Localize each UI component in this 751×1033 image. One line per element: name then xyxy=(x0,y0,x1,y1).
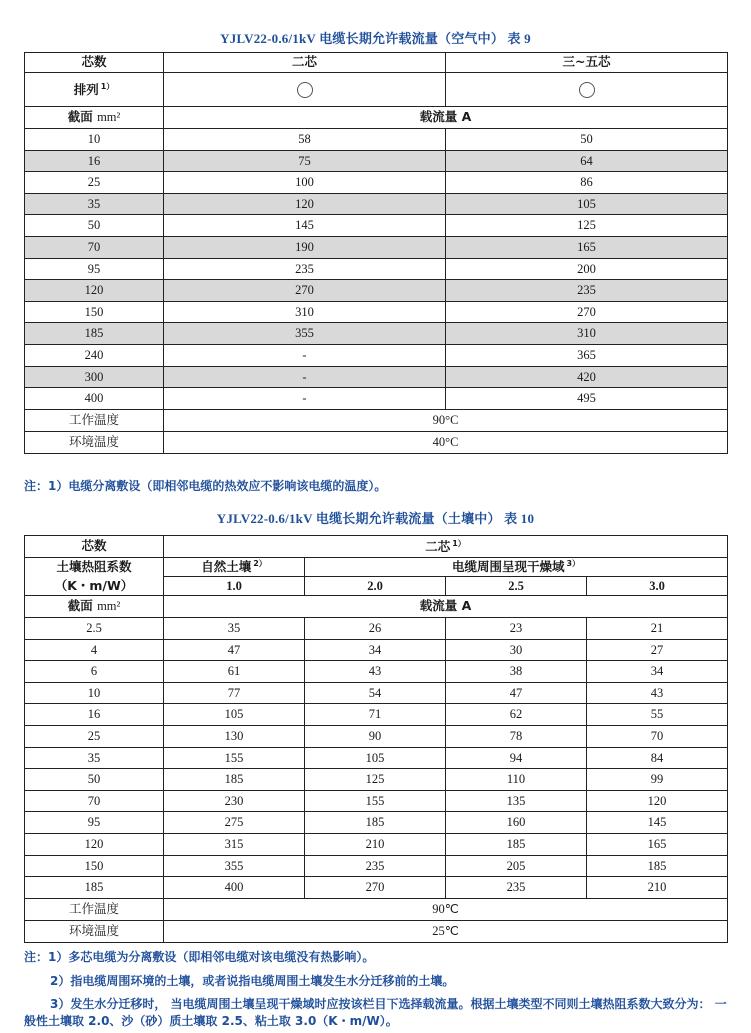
cell-ampacity: 84 xyxy=(587,747,728,769)
cell-ampacity: 38 xyxy=(446,661,587,683)
cell-section: 300 xyxy=(25,366,164,388)
arrangement-two-core xyxy=(164,73,446,107)
table-row xyxy=(25,129,728,151)
cell-three-five-core: 50 xyxy=(446,129,728,151)
temp-value: 40°C xyxy=(164,431,728,453)
temp-label: 环境温度 xyxy=(25,920,164,942)
ampacity-table-air xyxy=(24,52,728,454)
cell-two-core: - xyxy=(164,344,446,366)
table-row xyxy=(25,193,728,215)
cell-ampacity: 165 xyxy=(587,833,728,855)
cell-three-five-core: 105 xyxy=(446,193,728,215)
table-row xyxy=(25,769,728,791)
table-row xyxy=(25,618,728,640)
cell-section: 16 xyxy=(25,704,164,726)
table-row xyxy=(25,790,728,812)
cell-section: 185 xyxy=(25,877,164,899)
cell-two-core: 235 xyxy=(164,258,446,280)
cell-three-five-core: 235 xyxy=(446,280,728,302)
cell-section: 10 xyxy=(25,129,164,151)
cell-ampacity: 35 xyxy=(164,618,305,640)
cell-two-core: 270 xyxy=(164,280,446,302)
header-arrangement: 排列 $^{1)}$ xyxy=(25,73,164,107)
cell-three-five-core: 365 xyxy=(446,344,728,366)
cell-two-core: 58 xyxy=(164,129,446,151)
table-row xyxy=(25,812,728,834)
table-row xyxy=(25,215,728,237)
cell-ampacity: 185 xyxy=(305,812,446,834)
cell-section: 10 xyxy=(25,682,164,704)
cell-ampacity: 43 xyxy=(587,682,728,704)
header-cores: 芯数 xyxy=(25,536,164,558)
cell-section: 35 xyxy=(25,747,164,769)
cell-section: 150 xyxy=(25,855,164,877)
header-three-five-core: 三~五芯 xyxy=(446,53,728,73)
cell-ampacity: 235 xyxy=(446,877,587,899)
temp-label: 工作温度 xyxy=(25,409,164,431)
cell-section: 120 xyxy=(25,833,164,855)
temp-value: 90℃ xyxy=(164,898,728,920)
cell-three-five-core: 64 xyxy=(446,150,728,172)
cell-three-five-core: 165 xyxy=(446,236,728,258)
arrangement-three-five-core xyxy=(446,73,728,107)
cell-two-core: - xyxy=(164,366,446,388)
cell-section: 95 xyxy=(25,812,164,834)
cell-section: 35 xyxy=(25,193,164,215)
table9-title: YJLV22-0.6/1kV 电缆长期允许载流量（空气中） 表 9 xyxy=(220,31,531,46)
cell-two-core: 310 xyxy=(164,301,446,323)
cell-section: 16 xyxy=(25,150,164,172)
cell-section: 6 xyxy=(25,661,164,683)
cell-ampacity: 61 xyxy=(164,661,305,683)
cable-circle-icon xyxy=(297,82,313,98)
cell-ampacity: 34 xyxy=(305,639,446,661)
cell-ampacity: 355 xyxy=(164,855,305,877)
table10-note-1: 注：1）多芯电缆为分离敷设（即相邻电缆对该电缆没有热影响）。 xyxy=(24,950,375,964)
cell-three-five-core: 420 xyxy=(446,366,728,388)
cell-ampacity: 270 xyxy=(305,877,446,899)
temp-label: 环境温度 xyxy=(25,431,164,453)
cell-section: 4 xyxy=(25,639,164,661)
cell-two-core: 100 xyxy=(164,172,446,194)
table-row xyxy=(25,855,728,877)
cell-ampacity: 185 xyxy=(587,855,728,877)
cell-three-five-core: 200 xyxy=(446,258,728,280)
cell-ampacity: 30 xyxy=(446,639,587,661)
table-row xyxy=(25,236,728,258)
cell-two-core: - xyxy=(164,388,446,410)
cell-two-core: 190 xyxy=(164,236,446,258)
table10-note-2: 2）指电缆周围环境的土壤，或者说指电缆周围土壤发生水分迁移前的土壤。 xyxy=(50,974,455,988)
header-thermal-resistivity: 土壤热阻系数 xyxy=(25,558,164,577)
table-row xyxy=(25,323,728,345)
table-row xyxy=(25,172,728,194)
cell-ampacity: 34 xyxy=(587,661,728,683)
cell-ampacity: 105 xyxy=(305,747,446,769)
temp-value: 90°C xyxy=(164,409,728,431)
cell-ampacity: 110 xyxy=(446,769,587,791)
table-row xyxy=(25,661,728,683)
table10-note-3: 3）发生水分迁移时， 当电缆周围土壤呈现干燥域时应按该栏目下选择载流量。根据土壤类型不同则土壤热阻系数大致分为： 一般性土壤取 2.0、沙（砂）质土壤取 2.5、粘土取 3.0（K・m/W）。 xyxy=(24,997,727,1029)
cell-ampacity: 155 xyxy=(164,747,305,769)
cell-ampacity: 47 xyxy=(164,639,305,661)
cell-ampacity: 70 xyxy=(587,725,728,747)
table-row xyxy=(25,280,728,302)
table-row xyxy=(25,747,728,769)
table-row xyxy=(25,877,728,899)
header-natural-soil: 自然土壤 $^{2)}$ xyxy=(164,558,305,577)
header-ampacity: 载流量 A xyxy=(164,107,728,129)
cell-ampacity: 235 xyxy=(305,855,446,877)
k-value: 2.0 xyxy=(305,577,446,596)
cell-section: 25 xyxy=(25,172,164,194)
row-work-temp xyxy=(25,409,728,431)
cell-ampacity: 130 xyxy=(164,725,305,747)
table-row xyxy=(25,258,728,280)
table-row xyxy=(25,301,728,323)
cell-ampacity: 230 xyxy=(164,790,305,812)
cell-ampacity: 54 xyxy=(305,682,446,704)
cell-ampacity: 125 xyxy=(305,769,446,791)
row-env-temp xyxy=(25,920,728,942)
k-value: 2.5 xyxy=(446,577,587,596)
cell-ampacity: 90 xyxy=(305,725,446,747)
cell-section: 185 xyxy=(25,323,164,345)
cell-three-five-core: 270 xyxy=(446,301,728,323)
table10-title: YJLV22-0.6/1kV 电缆长期允许载流量（土壤中） 表 10 xyxy=(216,511,535,526)
cell-section: 400 xyxy=(25,388,164,410)
table-row xyxy=(25,725,728,747)
cell-ampacity: 400 xyxy=(164,877,305,899)
cell-ampacity: 105 xyxy=(164,704,305,726)
cell-ampacity: 23 xyxy=(446,618,587,640)
table-row xyxy=(25,682,728,704)
table-row xyxy=(25,704,728,726)
cell-ampacity: 99 xyxy=(587,769,728,791)
cell-ampacity: 71 xyxy=(305,704,446,726)
cell-section: 240 xyxy=(25,344,164,366)
row-work-temp xyxy=(25,898,728,920)
temp-label: 工作温度 xyxy=(25,898,164,920)
temp-value: 25℃ xyxy=(164,920,728,942)
header-section: 截面 mm² xyxy=(25,107,164,129)
cell-three-five-core: 125 xyxy=(446,215,728,237)
cell-section: 150 xyxy=(25,301,164,323)
ampacity-table-soil xyxy=(24,535,728,943)
cell-section: 120 xyxy=(25,280,164,302)
cell-section: 2.5 xyxy=(25,618,164,640)
cell-ampacity: 145 xyxy=(587,812,728,834)
cell-ampacity: 27 xyxy=(587,639,728,661)
table-row xyxy=(25,344,728,366)
cell-ampacity: 62 xyxy=(446,704,587,726)
cell-three-five-core: 86 xyxy=(446,172,728,194)
cell-ampacity: 155 xyxy=(305,790,446,812)
k-value: 3.0 xyxy=(587,577,728,596)
table-row xyxy=(25,150,728,172)
cell-three-five-core: 310 xyxy=(446,323,728,345)
cell-section: 70 xyxy=(25,790,164,812)
cell-section: 50 xyxy=(25,769,164,791)
cell-section: 50 xyxy=(25,215,164,237)
table9-note: 注：1）电缆分离敷设（即相邻电缆的热效应不影响该电缆的温度）。 xyxy=(24,479,387,493)
row-env-temp xyxy=(25,431,728,453)
cell-section: 95 xyxy=(25,258,164,280)
table-row xyxy=(25,366,728,388)
cell-two-core: 75 xyxy=(164,150,446,172)
cell-ampacity: 120 xyxy=(587,790,728,812)
header-two-core: 二芯 $^{1)}$ xyxy=(164,536,728,558)
cell-section: 70 xyxy=(25,236,164,258)
cell-ampacity: 205 xyxy=(446,855,587,877)
cell-ampacity: 43 xyxy=(305,661,446,683)
cell-two-core: 120 xyxy=(164,193,446,215)
cell-section: 25 xyxy=(25,725,164,747)
cell-ampacity: 47 xyxy=(446,682,587,704)
cell-ampacity: 135 xyxy=(446,790,587,812)
header-cores: 芯数 xyxy=(25,53,164,73)
table-row xyxy=(25,388,728,410)
cell-ampacity: 210 xyxy=(587,877,728,899)
cable-circle-icon xyxy=(579,82,595,98)
cell-ampacity: 77 xyxy=(164,682,305,704)
header-section: 截面 mm² xyxy=(25,596,164,618)
cell-two-core: 355 xyxy=(164,323,446,345)
cell-ampacity: 78 xyxy=(446,725,587,747)
header-dry-zone: 电缆周围呈现干燥域 $^{3)}$ xyxy=(305,558,728,577)
cell-two-core: 145 xyxy=(164,215,446,237)
cell-ampacity: 94 xyxy=(446,747,587,769)
header-ampacity: 载流量 A xyxy=(164,596,728,618)
cell-ampacity: 185 xyxy=(164,769,305,791)
table-row xyxy=(25,833,728,855)
cell-ampacity: 315 xyxy=(164,833,305,855)
cell-ampacity: 160 xyxy=(446,812,587,834)
cell-ampacity: 185 xyxy=(446,833,587,855)
table-row xyxy=(25,639,728,661)
cell-ampacity: 210 xyxy=(305,833,446,855)
cell-ampacity: 21 xyxy=(587,618,728,640)
cell-ampacity: 55 xyxy=(587,704,728,726)
cell-ampacity: 26 xyxy=(305,618,446,640)
cell-three-five-core: 495 xyxy=(446,388,728,410)
k-value: 1.0 xyxy=(164,577,305,596)
cell-ampacity: 275 xyxy=(164,812,305,834)
header-two-core: 二芯 xyxy=(164,53,446,73)
header-thermal-unit: （K・m/W） xyxy=(25,577,164,596)
